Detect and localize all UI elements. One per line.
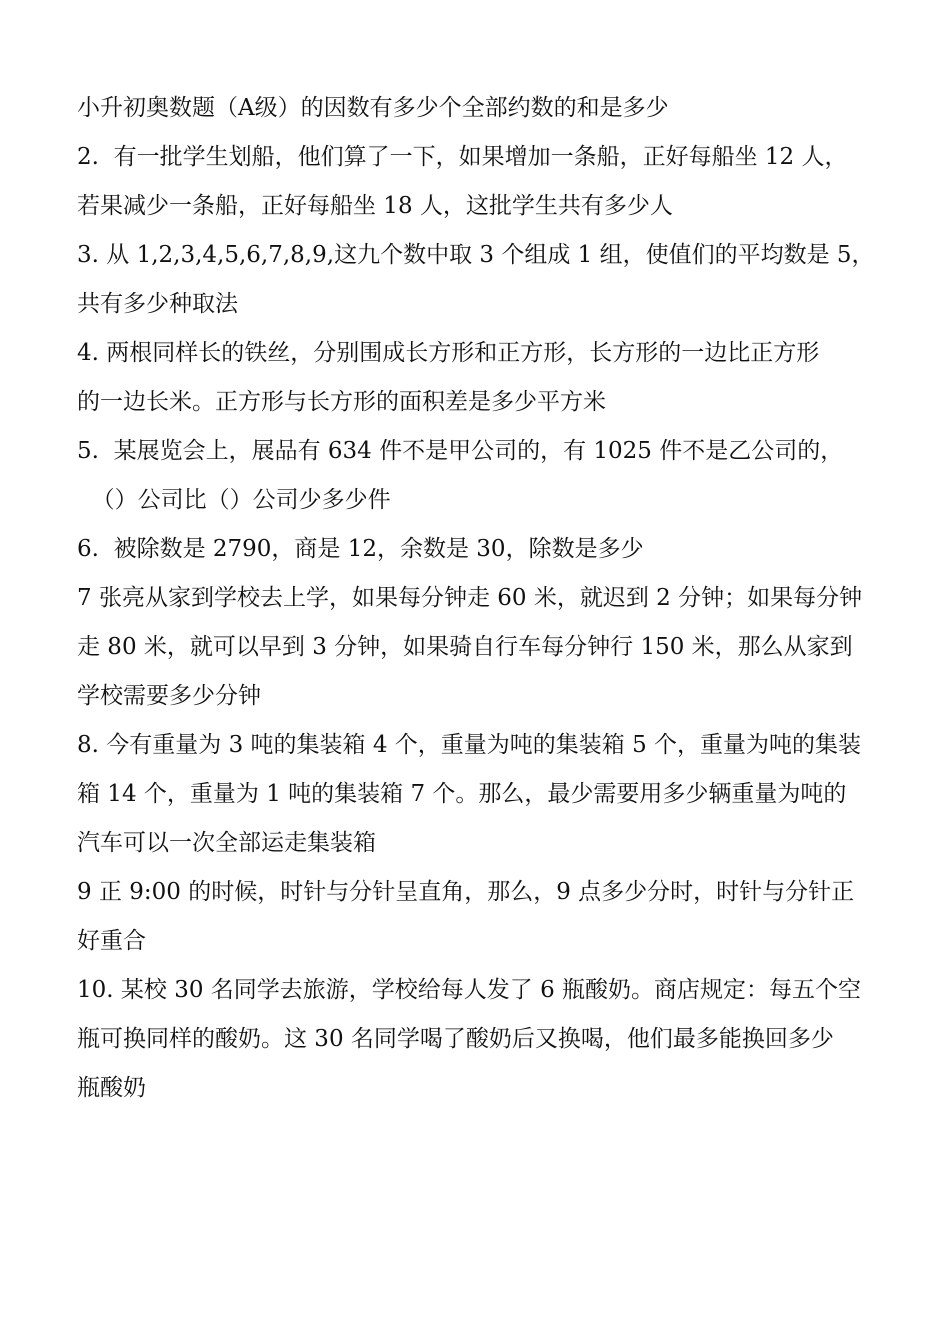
- text-line-q5a: 5. 某展览会上，展品有 634 件不是甲公司的，有 1025 件不是乙公司的，: [77, 438, 844, 464]
- text-line-q4b: 的一边长米。正方形与长方形的面积差是多少平方米: [77, 389, 606, 415]
- document-body: [77, 84, 877, 1113]
- text-line-q8b: 箱 14 个，重量为 1 吨的集装箱 7 个。那么，最少需要用多少辆重量为吨的: [77, 781, 847, 807]
- text-line-q3b: 共有多少种取法: [77, 291, 238, 317]
- text-line-q5b: （）公司比（）公司少多少件: [77, 487, 391, 513]
- text-line-q2b: 若果减少一条船，正好每船坐 18 人，这批学生共有多少人: [77, 193, 673, 219]
- text-line-q7c: 学校需要多少分钟: [77, 683, 261, 709]
- text-line-q6: 6. 被除数是 2790，商是 12，余数是 30，除数是多少: [77, 536, 644, 562]
- text-line-q10c: 瓶酸奶: [77, 1075, 146, 1101]
- text-line-q8c: 汽车可以一次全部运走集装箱: [77, 830, 376, 856]
- text-line-q7b: 走 80 米，就可以早到 3 分钟，如果骑自行车每分钟行 150 米，那么从家到: [77, 634, 853, 660]
- text-line-q9a: 9 正 9:00 的时候，时针与分针呈直角，那么，9 点多少分时，时针与分针正: [77, 879, 855, 905]
- text-line-q2a: 2. 有一批学生划船，他们算了一下，如果增加一条船，正好每船坐 12 人，: [77, 144, 848, 170]
- text-line-q10a: 10. 某校 30 名同学去旅游，学校给每人发了 6 瓶酸奶。商店规定：每五个空: [77, 977, 862, 1003]
- text-line-q9b: 好重合: [77, 928, 146, 954]
- text-line-q10b: 瓶可换同样的酸奶。这 30 名同学喝了酸奶后又换喝，他们最多能换回多少: [77, 1026, 834, 1052]
- text-line-title: 小升初奥数题（A级）的因数有多少个全部约数的和是多少: [77, 95, 669, 121]
- text-line-q7a: 7 张亮从家到学校去上学，如果每分钟走 60 米，就迟到 2 分钟；如果每分钟: [77, 585, 863, 611]
- text-line-q8a: 8. 今有重量为 3 吨的集装箱 4 个，重量为吨的集装箱 5 个，重量为吨的集装: [77, 732, 862, 758]
- text-line-q3a: 3. 从 1,2,3,4,5,6,7,8,9,这九个数中取 3 个组成 1 组，使值们的平均数是 5，: [77, 242, 875, 268]
- text-line-q4a: 4. 两根同样长的铁丝，分别围成长方形和正方形，长方形的一边比正方形: [77, 340, 820, 366]
